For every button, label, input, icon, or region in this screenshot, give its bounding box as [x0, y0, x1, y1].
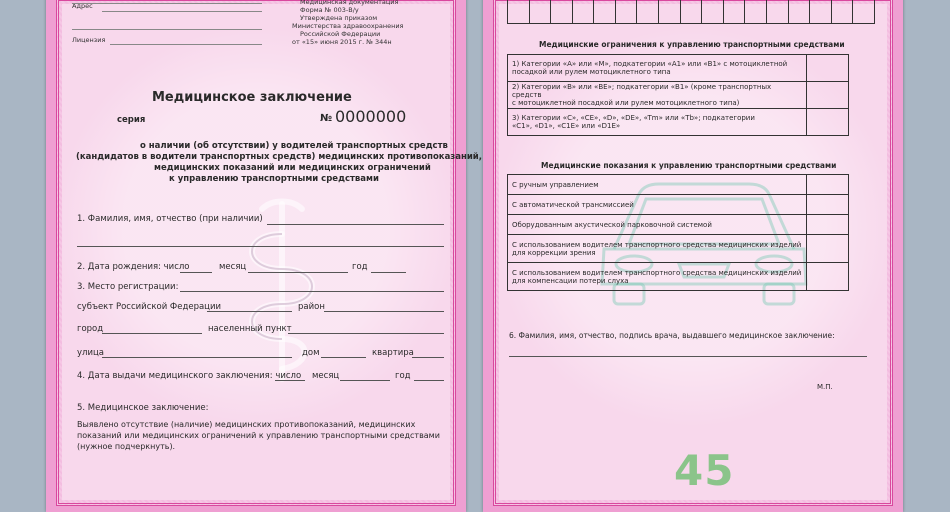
settlement-line[interactable] — [288, 333, 444, 334]
indication-label — [508, 195, 807, 215]
field-issue-date-label: 4. Дата выдачи медицинского заключения: число — [77, 371, 302, 381]
indication-label — [508, 235, 807, 263]
subtitle-line: о наличии (об отсутствии) у водителей транспортных средств — [140, 141, 448, 151]
district-line[interactable] — [324, 311, 444, 312]
stamp-line: Российской Федерации — [300, 30, 381, 38]
region-label: субъект Российской Федерации — [77, 302, 222, 312]
birth-month-label: месяц — [219, 262, 247, 272]
issue-month-label: месяц — [312, 371, 340, 381]
restriction-text: 1) Категории «A» или «M», подкатегории «A1» или «B1» с мотоциклетной — [512, 60, 788, 68]
birth-day-line[interactable] — [180, 272, 212, 273]
indication-text: Оборудованным акустической парковочной системой — [512, 220, 712, 229]
house-line[interactable] — [321, 357, 366, 358]
page-body — [62, 0, 482, 500]
address-line — [102, 11, 262, 12]
code-cell[interactable] — [788, 0, 810, 24]
indication-text: С использованием водителем транспортного средства медицинских изделий — [512, 268, 802, 277]
restriction-mark-cell[interactable] — [807, 109, 849, 136]
indication-text: С использованием водителем транспортного средства медицинских изделий — [512, 240, 802, 249]
field-birth-date-label: 2. Дата рождения: число — [77, 262, 190, 272]
issue-day-line[interactable] — [275, 380, 305, 381]
guilloche-border — [56, 0, 482, 506]
birth-month-line[interactable] — [248, 272, 348, 273]
stamp-line: Утверждена приказом — [300, 14, 378, 22]
stamp-place-label: М.П. — [817, 383, 833, 391]
full-name-line-2[interactable] — [77, 246, 444, 247]
restriction-mark-cell[interactable] — [807, 55, 849, 82]
region-line[interactable] — [207, 311, 292, 312]
code-cell[interactable] — [659, 0, 681, 24]
indication-mark-cell[interactable] — [807, 175, 849, 195]
subtitle-line: к управлению транспортными средствами — [169, 174, 379, 184]
code-cell[interactable] — [508, 0, 530, 24]
city-line[interactable] — [102, 333, 202, 334]
street-line[interactable] — [102, 357, 292, 358]
restriction-text: 3) Категории «C», «CE», «D», «DE», «Tm» или «Tb»; подкатегории — [512, 114, 755, 122]
hologram-number: 45 — [674, 446, 735, 495]
indication-text: для компенсации потери слуха — [512, 276, 629, 285]
address-line-2 — [72, 29, 262, 30]
subtitle-line: (кандидатов в водители транспортных средств) медицинских противопоказаний, — [76, 152, 482, 162]
indication-label — [508, 215, 807, 235]
code-cell[interactable] — [831, 0, 853, 24]
code-cell[interactable] — [529, 0, 551, 24]
issue-year-line[interactable] — [414, 380, 444, 381]
conclusion-line: показаний или медицинских ограничений к управлению транспортными средствами — [77, 431, 440, 440]
stamp-line: от «15» июня 2015 г. № 344н — [292, 38, 392, 46]
document-title: Медицинское заключение — [152, 90, 352, 105]
indication-label — [508, 263, 807, 291]
conclusion-line: Выявлено отсутствие (наличие) медицинских противопоказаний, медицинских — [77, 420, 416, 429]
restrictions-table — [507, 54, 849, 136]
conclusion-line: (нужное подчеркнуть). — [77, 442, 176, 451]
indication-mark-cell[interactable] — [807, 195, 849, 215]
restriction-text: 2) Категории «B» или «BE»; подкатегории «B1» (кроме транспортных средств — [512, 83, 772, 99]
code-cell[interactable] — [572, 0, 594, 24]
birth-year-line[interactable] — [371, 272, 406, 273]
page-body — [499, 4, 887, 500]
top-rule — [72, 3, 262, 4]
issue-month-line[interactable] — [340, 380, 390, 381]
code-cell[interactable] — [615, 0, 637, 24]
issue-year-label: год — [395, 371, 411, 381]
settlement-label: населенный пункт — [208, 324, 292, 334]
field-doctor-label: 6. Фамилия, имя, отчество, подпись врача, выдавшего медицинское заключение: — [509, 331, 835, 340]
indication-label — [508, 175, 807, 195]
city-label: город — [77, 324, 104, 334]
restriction-label — [508, 82, 807, 109]
code-cell[interactable] — [702, 0, 724, 24]
form-page-right — [483, 0, 903, 512]
restrictions-title: Медицинские ограничения к управлению транспортными средствами — [539, 40, 845, 49]
stamp-line: Форма № 003-В/у — [300, 6, 359, 14]
restriction-text: с мотоциклетной посадкой или рулем мотоциклетного типа) — [512, 99, 740, 107]
indication-mark-cell[interactable] — [807, 263, 849, 291]
subtitle-line: медицинских показаний или медицинских ограничений — [154, 163, 431, 173]
guilloche-border — [493, 0, 893, 506]
restriction-mark-cell[interactable] — [807, 82, 849, 109]
document-number: 0000000 — [335, 107, 407, 126]
birth-year-label: год — [352, 262, 368, 272]
restriction-text: «C1», «D1», «C1E» или «D1E» — [512, 122, 621, 130]
address-label: Адрес — [72, 2, 93, 10]
restriction-label — [508, 55, 807, 82]
code-cell[interactable] — [810, 0, 832, 24]
code-cell[interactable] — [766, 0, 788, 24]
series-label: серия — [117, 115, 146, 125]
code-cell[interactable] — [745, 0, 767, 24]
field-registration-label: 3. Место регистрации: — [77, 282, 179, 292]
number-label: № — [320, 113, 333, 124]
form-page-left — [46, 0, 482, 512]
code-cell[interactable] — [594, 0, 616, 24]
indication-mark-cell[interactable] — [807, 215, 849, 235]
code-cell[interactable] — [723, 0, 745, 24]
indications-title: Медицинские показания к управлению транспортными средствами — [541, 161, 837, 170]
full-name-line[interactable] — [267, 224, 444, 225]
restriction-label — [508, 109, 807, 136]
field-conclusion-label: 5. Медицинское заключение: — [77, 403, 209, 413]
indication-text: С ручным управлением — [512, 180, 599, 189]
code-cell[interactable] — [680, 0, 702, 24]
field-full-name-label: 1. Фамилия, имя, отчество (при наличии) — [77, 214, 263, 224]
indication-text: для коррекции зрения — [512, 248, 596, 257]
license-line — [110, 44, 262, 45]
indications-table — [507, 174, 849, 291]
code-grid — [507, 0, 875, 24]
license-label: Лицензия — [72, 36, 106, 44]
code-cell[interactable] — [637, 0, 659, 24]
street-label: улица — [77, 348, 104, 358]
registration-line[interactable] — [180, 291, 444, 292]
code-cell[interactable] — [853, 0, 875, 24]
indication-text: С автоматической трансмиссией — [512, 200, 634, 209]
stamp-line: Министерства здравоохранения — [292, 22, 404, 30]
district-label: район — [298, 302, 325, 312]
restriction-text: посадкой или рулем мотоциклетного типа — [512, 68, 671, 76]
house-label: дом — [302, 348, 320, 358]
indication-mark-cell[interactable] — [807, 235, 849, 263]
apartment-label: квартира — [372, 348, 414, 358]
apartment-line[interactable] — [412, 357, 444, 358]
code-cell[interactable] — [551, 0, 573, 24]
stamp-line: Медицинская документация — [300, 0, 399, 6]
doctor-signature-line[interactable] — [509, 356, 867, 357]
